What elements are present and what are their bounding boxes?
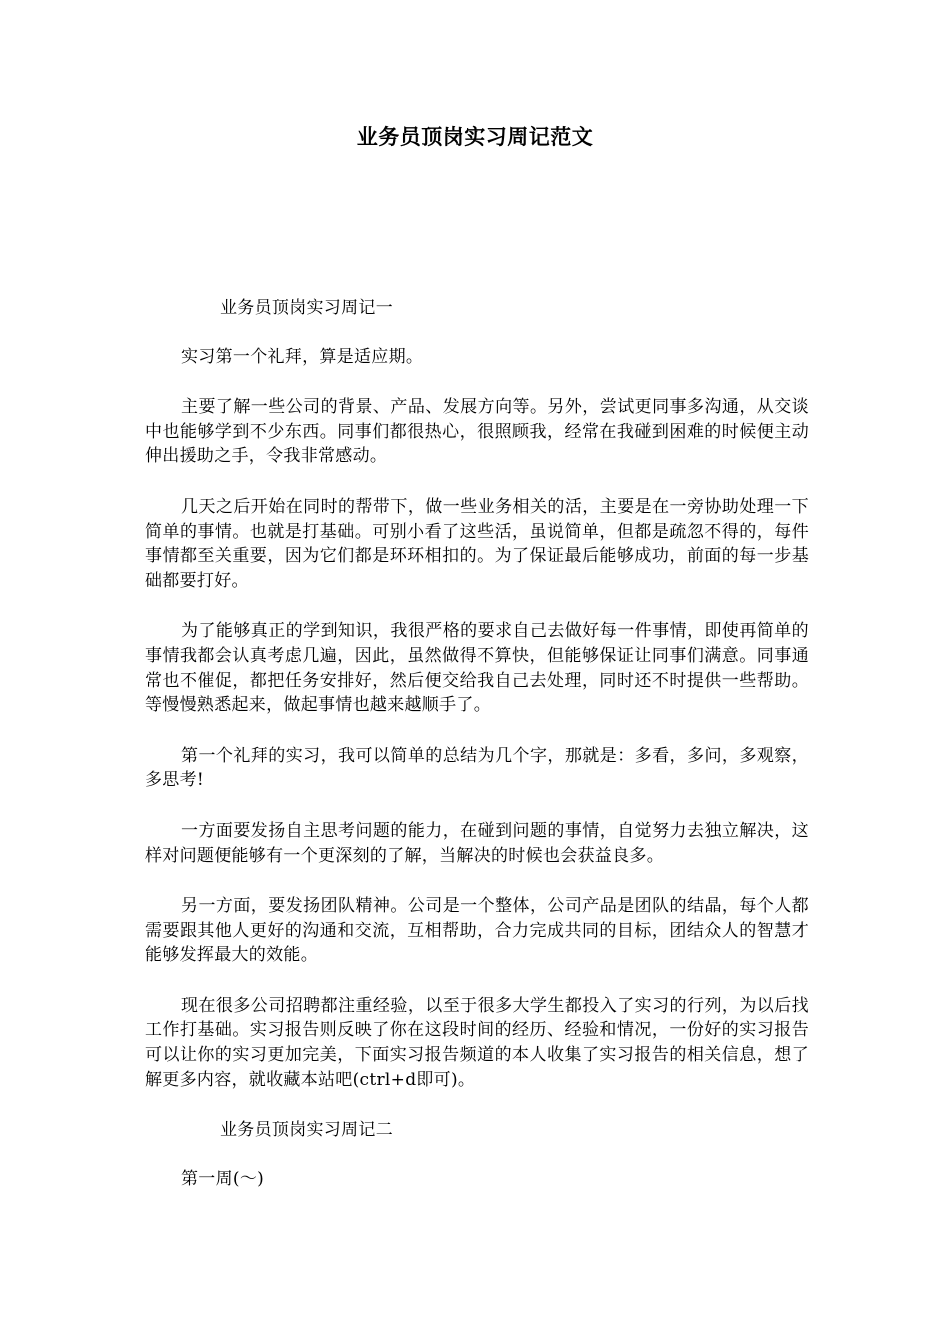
paragraph: 第一个礼拜的实习，我可以简单的总结为几个字，那就是：多看，多问，多观察，多思考! xyxy=(145,745,809,791)
paragraph: 现在很多公司招聘都注重经验，以至于很多大学生都投入了实习的行列，为以后找工作打基础。实习报告则反映了你在这段时间的经历、经验和情况，一份好的实习报告可以让你的实习更加完美，下面实习报告频道的本人收集了实习报告的相关信息，想了解更多内容，就收藏本站吧(ctrl+d即可)。 xyxy=(145,995,809,1090)
section-heading-1: 业务员顶岗实习周记一 xyxy=(220,298,393,318)
paragraph: 另一方面，要发扬团队精神。公司是一个整体，公司产品是团队的结晶，每个人都需要跟其他人更好的沟通和交流，互相帮助，合力完成共同的目标，团结众人的智慧才能够发挥最大的效能。 xyxy=(145,896,809,966)
document-body xyxy=(145,296,809,1191)
paragraph: 一方面要发扬自主思考问题的能力，在碰到问题的事情，自觉努力去独立解决，这样对问题便能够有一个更深刻的了解，当解决的时候也会获益良多。 xyxy=(145,820,809,866)
paragraph: 第一周(～) xyxy=(181,1168,265,1189)
paragraph: 主要了解一些公司的背景、产品、发展方向等。另外，尝试更同事多沟通，从交谈中也能够学到不少东西。同事们都很热心，很照顾我，经常在我碰到困难的时候便主动伸出援助之手，令我非常感动。 xyxy=(145,397,809,467)
section-heading-2: 业务员顶岗实习周记二 xyxy=(220,1120,393,1141)
paragraph: 实习第一个礼拜，算是适应期。 xyxy=(181,346,424,367)
paragraph: 几天之后开始在同时的帮带下，做一些业务相关的活，主要是在一旁协助处理一下简单的事情。也就是打基础。可别小看了这些活，虽说简单，但都是疏忽不得的，每件事情都至关重要，因为它们都是环环相扣的。为了保证最后能够成功，前面的每一步基础都要打好。 xyxy=(145,496,809,591)
paragraph: 为了能够真正的学到知识，我很严格的要求自己去做好每一件事情，即使再简单的事情我都会认真考虑几遍，因此，虽然做得不算快，但能够保证让同事们满意。同事通常也不催促，都把任务安排好，然后便交给我自己去处理，同时还不时提供一些帮助。等慢慢熟悉起来，做起事情也越来越顺手了。 xyxy=(145,621,809,716)
document-title: 业务员顶岗实习周记范文 xyxy=(356,125,594,149)
